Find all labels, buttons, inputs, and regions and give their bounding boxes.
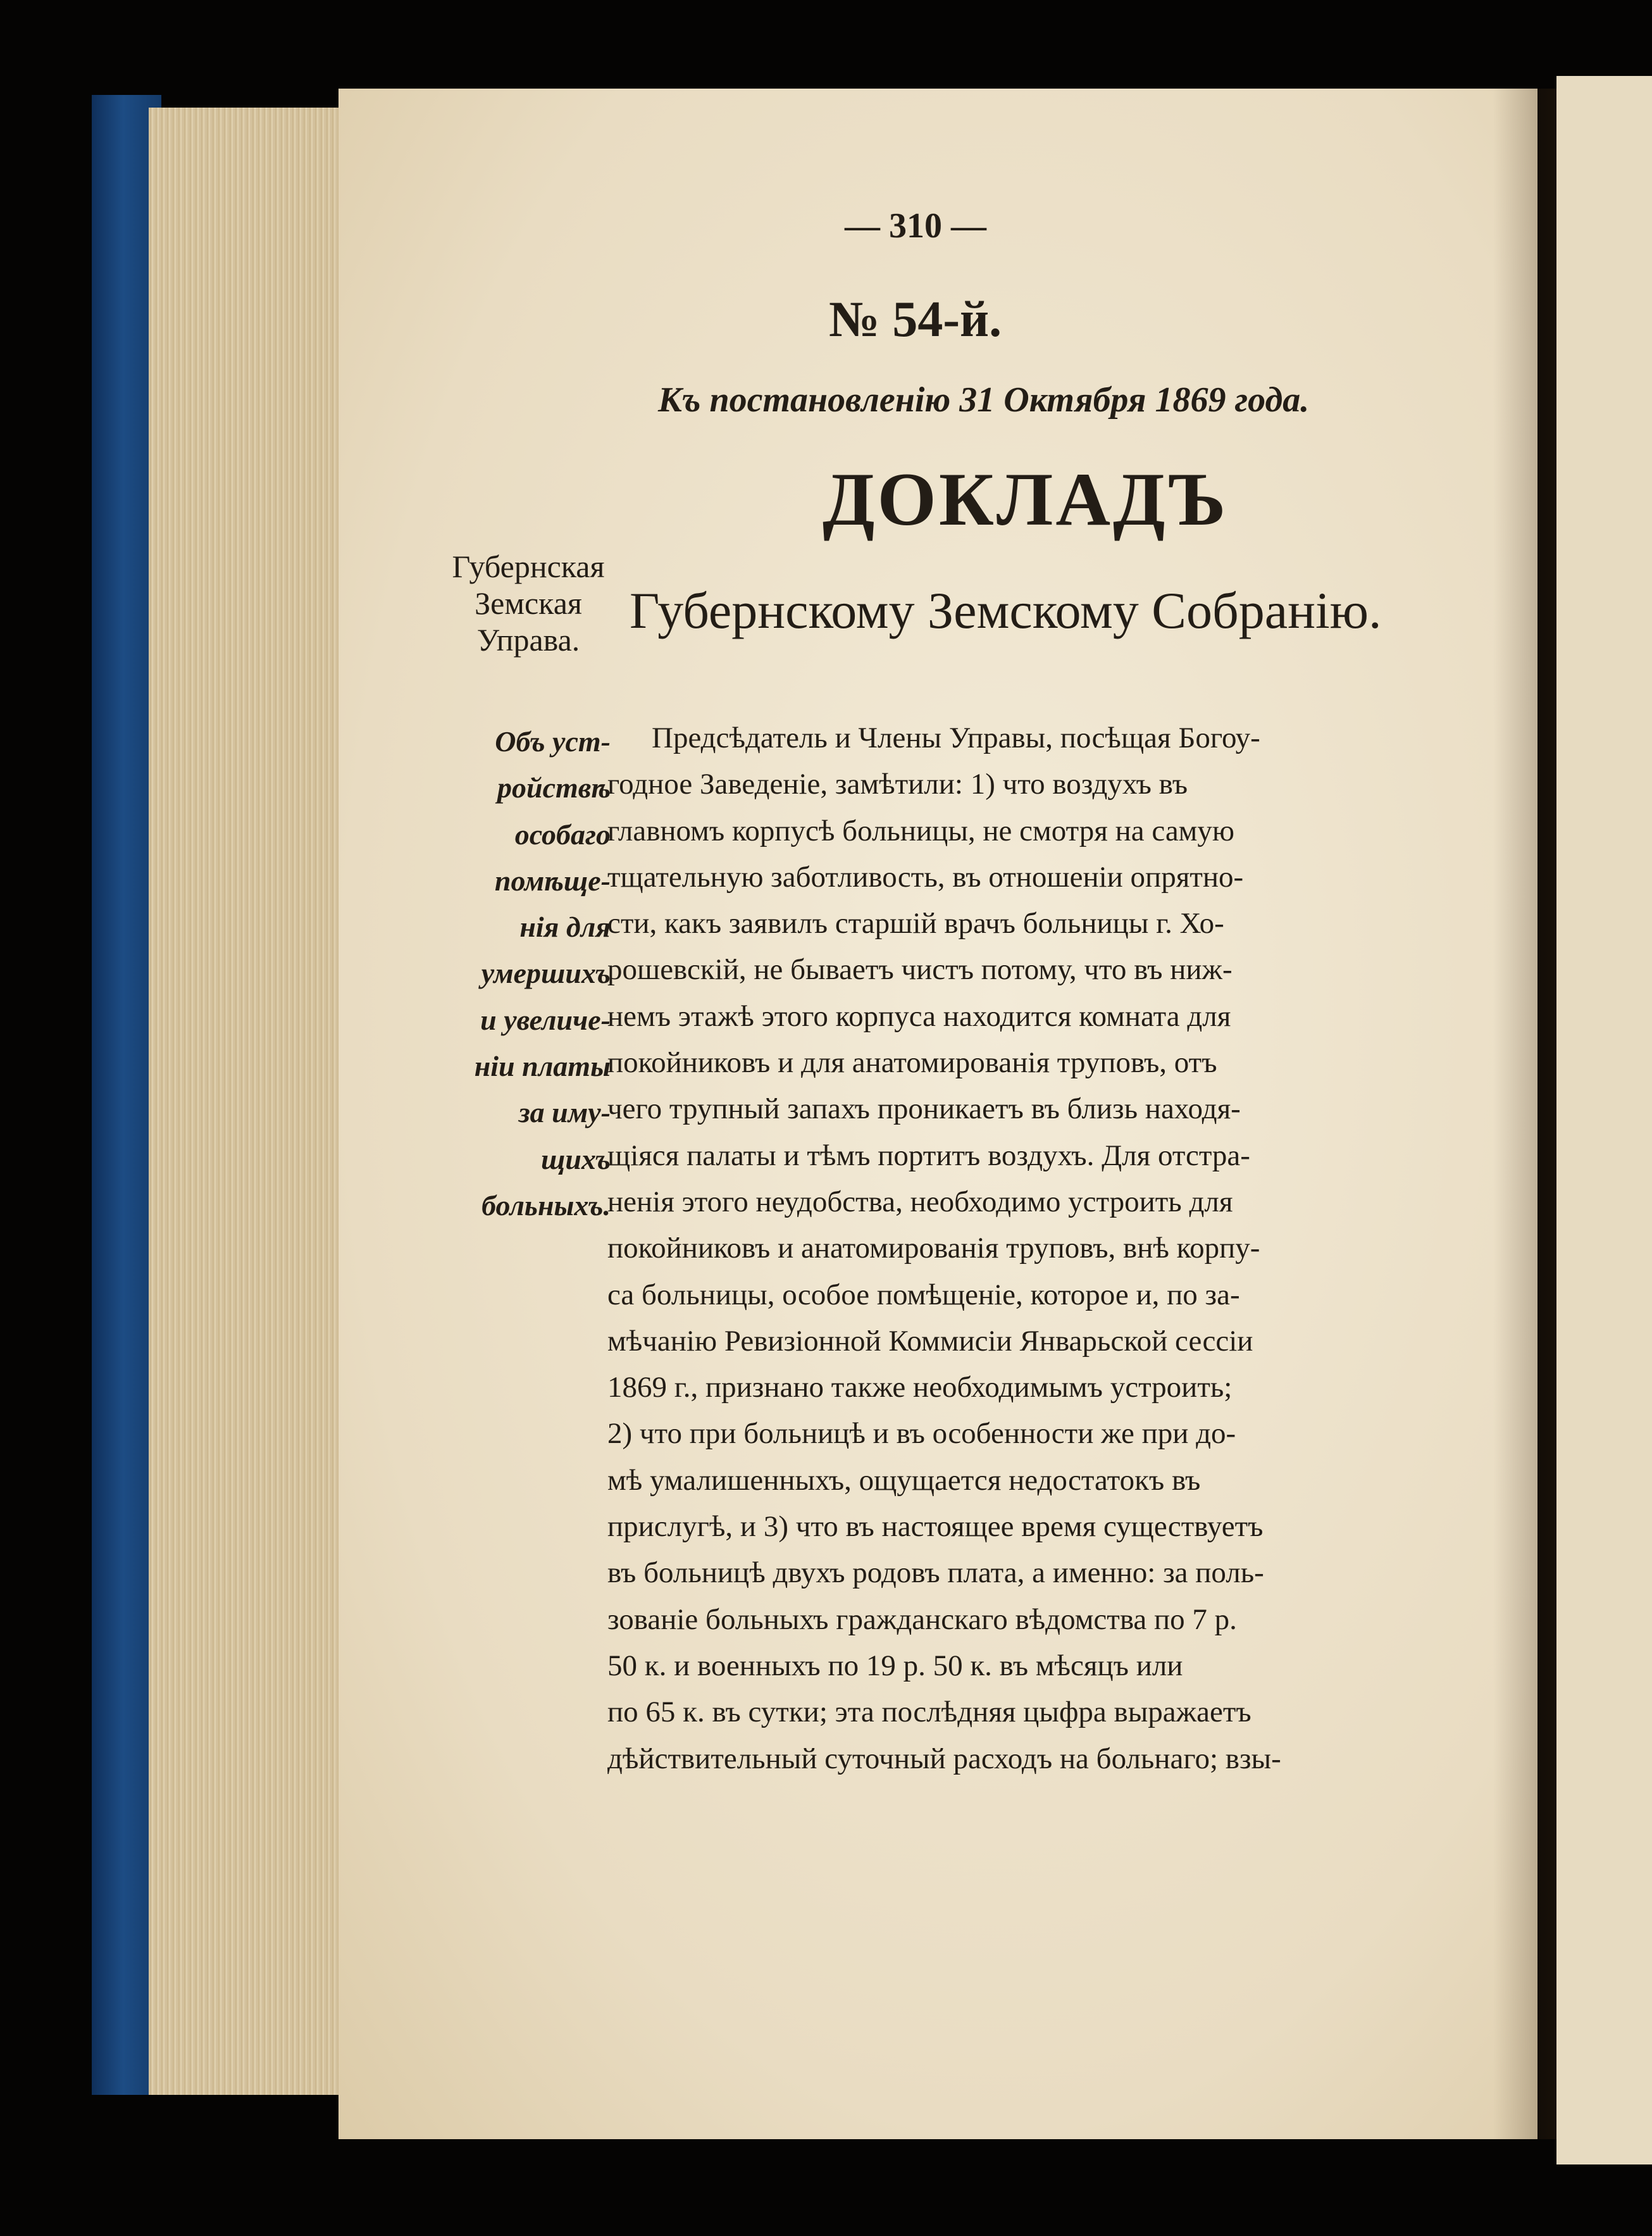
margin-note-line: щихъ	[541, 1142, 611, 1175]
addressee: Губернскому Земскому Собранію.	[630, 582, 1382, 639]
body-line: ненія этого неудобства, необходимо устроить для	[607, 1185, 1233, 1218]
body-line: чего трупный запахъ проникаетъ въ близь находя-	[607, 1092, 1241, 1126]
margin-note-line: нія для	[519, 911, 611, 944]
margin-note-line: ніи платы	[474, 1050, 611, 1083]
document-title: ДОКЛАДЪ	[823, 457, 1229, 541]
margin-note-line: особаго	[514, 818, 611, 851]
page-number: — 310 —	[845, 206, 986, 246]
body-line: покойниковъ и анатомированія труповъ, внѣ корпу-	[607, 1232, 1260, 1265]
document-number: № 54-й.	[829, 292, 1002, 347]
body-line: зованіе больныхъ гражданскаго вѣдомства по 7 р.	[607, 1602, 1237, 1636]
margin-note-line: Объ уст-	[495, 725, 611, 758]
body-line: мѣ умалишенныхъ, ощущается недостатокъ въ	[607, 1463, 1201, 1497]
body-line: щіяся палаты и тѣмъ портитъ воздухъ. Для отстра-	[607, 1139, 1250, 1172]
body-line: Предсѣдатель и Члены Управы, посѣщая Богоу-	[652, 721, 1260, 754]
body-text	[607, 715, 1436, 1782]
body-line: годное Заведеніе, замѣтили: 1) что воздухъ въ	[607, 768, 1188, 801]
sender-line: Управа.	[476, 622, 580, 658]
margin-note	[421, 718, 611, 1228]
body-line: покойниковъ и для анатомированія труповъ, отъ	[607, 1046, 1217, 1080]
body-line: мѣчанію Ревизіонной Коммисіи Январьской сессіи	[607, 1324, 1253, 1358]
body-line: сти, какъ заявилъ старшій врачъ больницы г. Хо-	[607, 907, 1224, 940]
body-line: рошевскій, не бываетъ чистъ потому, что въ ниж-	[607, 953, 1233, 987]
gutter-shadow	[1493, 89, 1556, 2139]
body-line: главномъ корпусѣ больницы, не смотря на самую	[607, 814, 1235, 847]
sender-block	[437, 548, 620, 658]
margin-note-line: и увеличе-	[480, 1003, 611, 1036]
body-line: немъ этажѣ этого корпуса находится комната для	[607, 999, 1231, 1033]
sender-line: Земская	[475, 585, 582, 621]
body-line: по 65 к. въ сутки; эта послѣдняя цыфра выражаетъ	[607, 1696, 1251, 1729]
body-line: 50 к. и военныхъ по 19 р. 50 к. въ мѣсяцъ или	[607, 1649, 1183, 1682]
resolution-reference: Къ постановленію 31 Октября 1869 года.	[658, 380, 1310, 420]
page-edges	[149, 108, 338, 2095]
margin-note-line: за иму-	[518, 1096, 611, 1129]
body-line: дѣйствительный суточный расходъ на больнаго; взы-	[607, 1742, 1281, 1775]
margin-note-line: умершихъ	[481, 957, 611, 990]
body-line: въ больницѣ двухъ родовъ плата, а именно: за поль-	[607, 1556, 1264, 1590]
body-line: тщательную заботливость, въ отношеніи опрятно-	[607, 860, 1244, 894]
sender-line: Губернская	[452, 549, 605, 584]
margin-note-line: помѣще-	[494, 864, 611, 897]
body-line: 2) что при больницѣ и въ особенности же при до-	[607, 1417, 1236, 1451]
margin-note-line: ройствѣ	[497, 771, 611, 804]
body-line: са больницы, особое помѣщеніе, которое и, по за-	[607, 1278, 1240, 1311]
body-line: прислугѣ, и 3) что въ настоящее время существуетъ	[607, 1510, 1264, 1544]
margin-note-line: больныхъ.	[481, 1189, 611, 1221]
body-line: 1869 г., признано также необходимымъ устроить;	[607, 1371, 1233, 1404]
adjacent-page	[1556, 76, 1652, 2164]
